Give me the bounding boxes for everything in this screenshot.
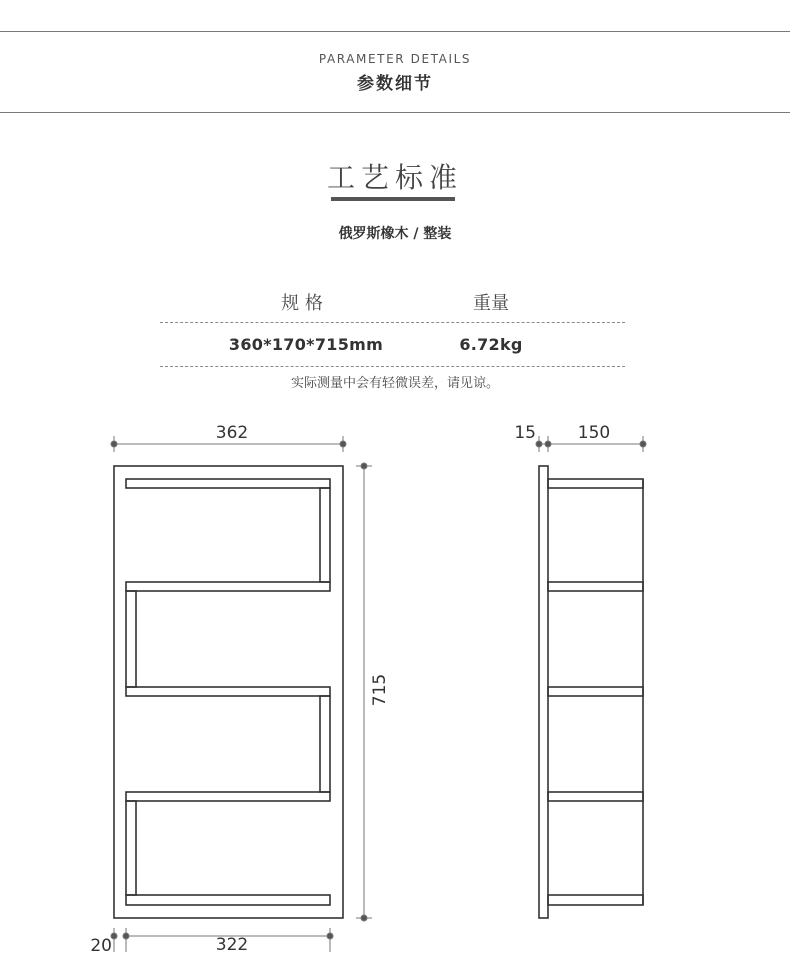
front-upright-right-1	[320, 488, 330, 582]
dim-label-inner-width: 322	[215, 935, 249, 955]
side-shelf-3	[548, 687, 643, 696]
dim-label-panel-thickness: 20	[90, 936, 112, 956]
front-upright-left-2	[126, 801, 136, 895]
measurement-note: 实际测量中会有轻微误差，请见谅。	[290, 376, 499, 391]
front-shelf-1	[126, 479, 330, 488]
material-label: 俄罗斯橡木 / 整装	[338, 226, 452, 242]
header-title-en: PARAMETER DETAILS	[318, 52, 472, 66]
side-shelf-2	[548, 582, 643, 591]
spec-weight-value: 6.72kg	[459, 335, 523, 354]
spec-weight-header: 重量	[473, 293, 509, 314]
side-shelf-1	[548, 479, 643, 488]
dim-label-side-depth: 150	[577, 423, 611, 443]
dim-label-height: 715	[370, 673, 390, 707]
side-back-panel	[539, 466, 548, 918]
front-outer-frame	[114, 466, 343, 918]
front-upright-left-1	[126, 591, 136, 687]
front-shelf-3	[126, 687, 330, 696]
side-shelf-4	[548, 792, 643, 801]
front-shelf-2	[126, 582, 330, 591]
spec-size-header: 规 格	[281, 293, 323, 314]
dim-label-side-thickness: 15	[514, 423, 536, 443]
front-shelf-4	[126, 792, 330, 801]
header-title-cn: 参数细节	[357, 74, 433, 94]
spec-size-value: 360*170*715mm	[228, 335, 384, 354]
front-shelf-5	[126, 895, 330, 905]
side-shelf-5	[548, 895, 643, 905]
front-upright-right-2	[320, 696, 330, 792]
dim-label-width: 362	[215, 423, 249, 443]
section-title: 工艺标准	[326, 161, 463, 194]
